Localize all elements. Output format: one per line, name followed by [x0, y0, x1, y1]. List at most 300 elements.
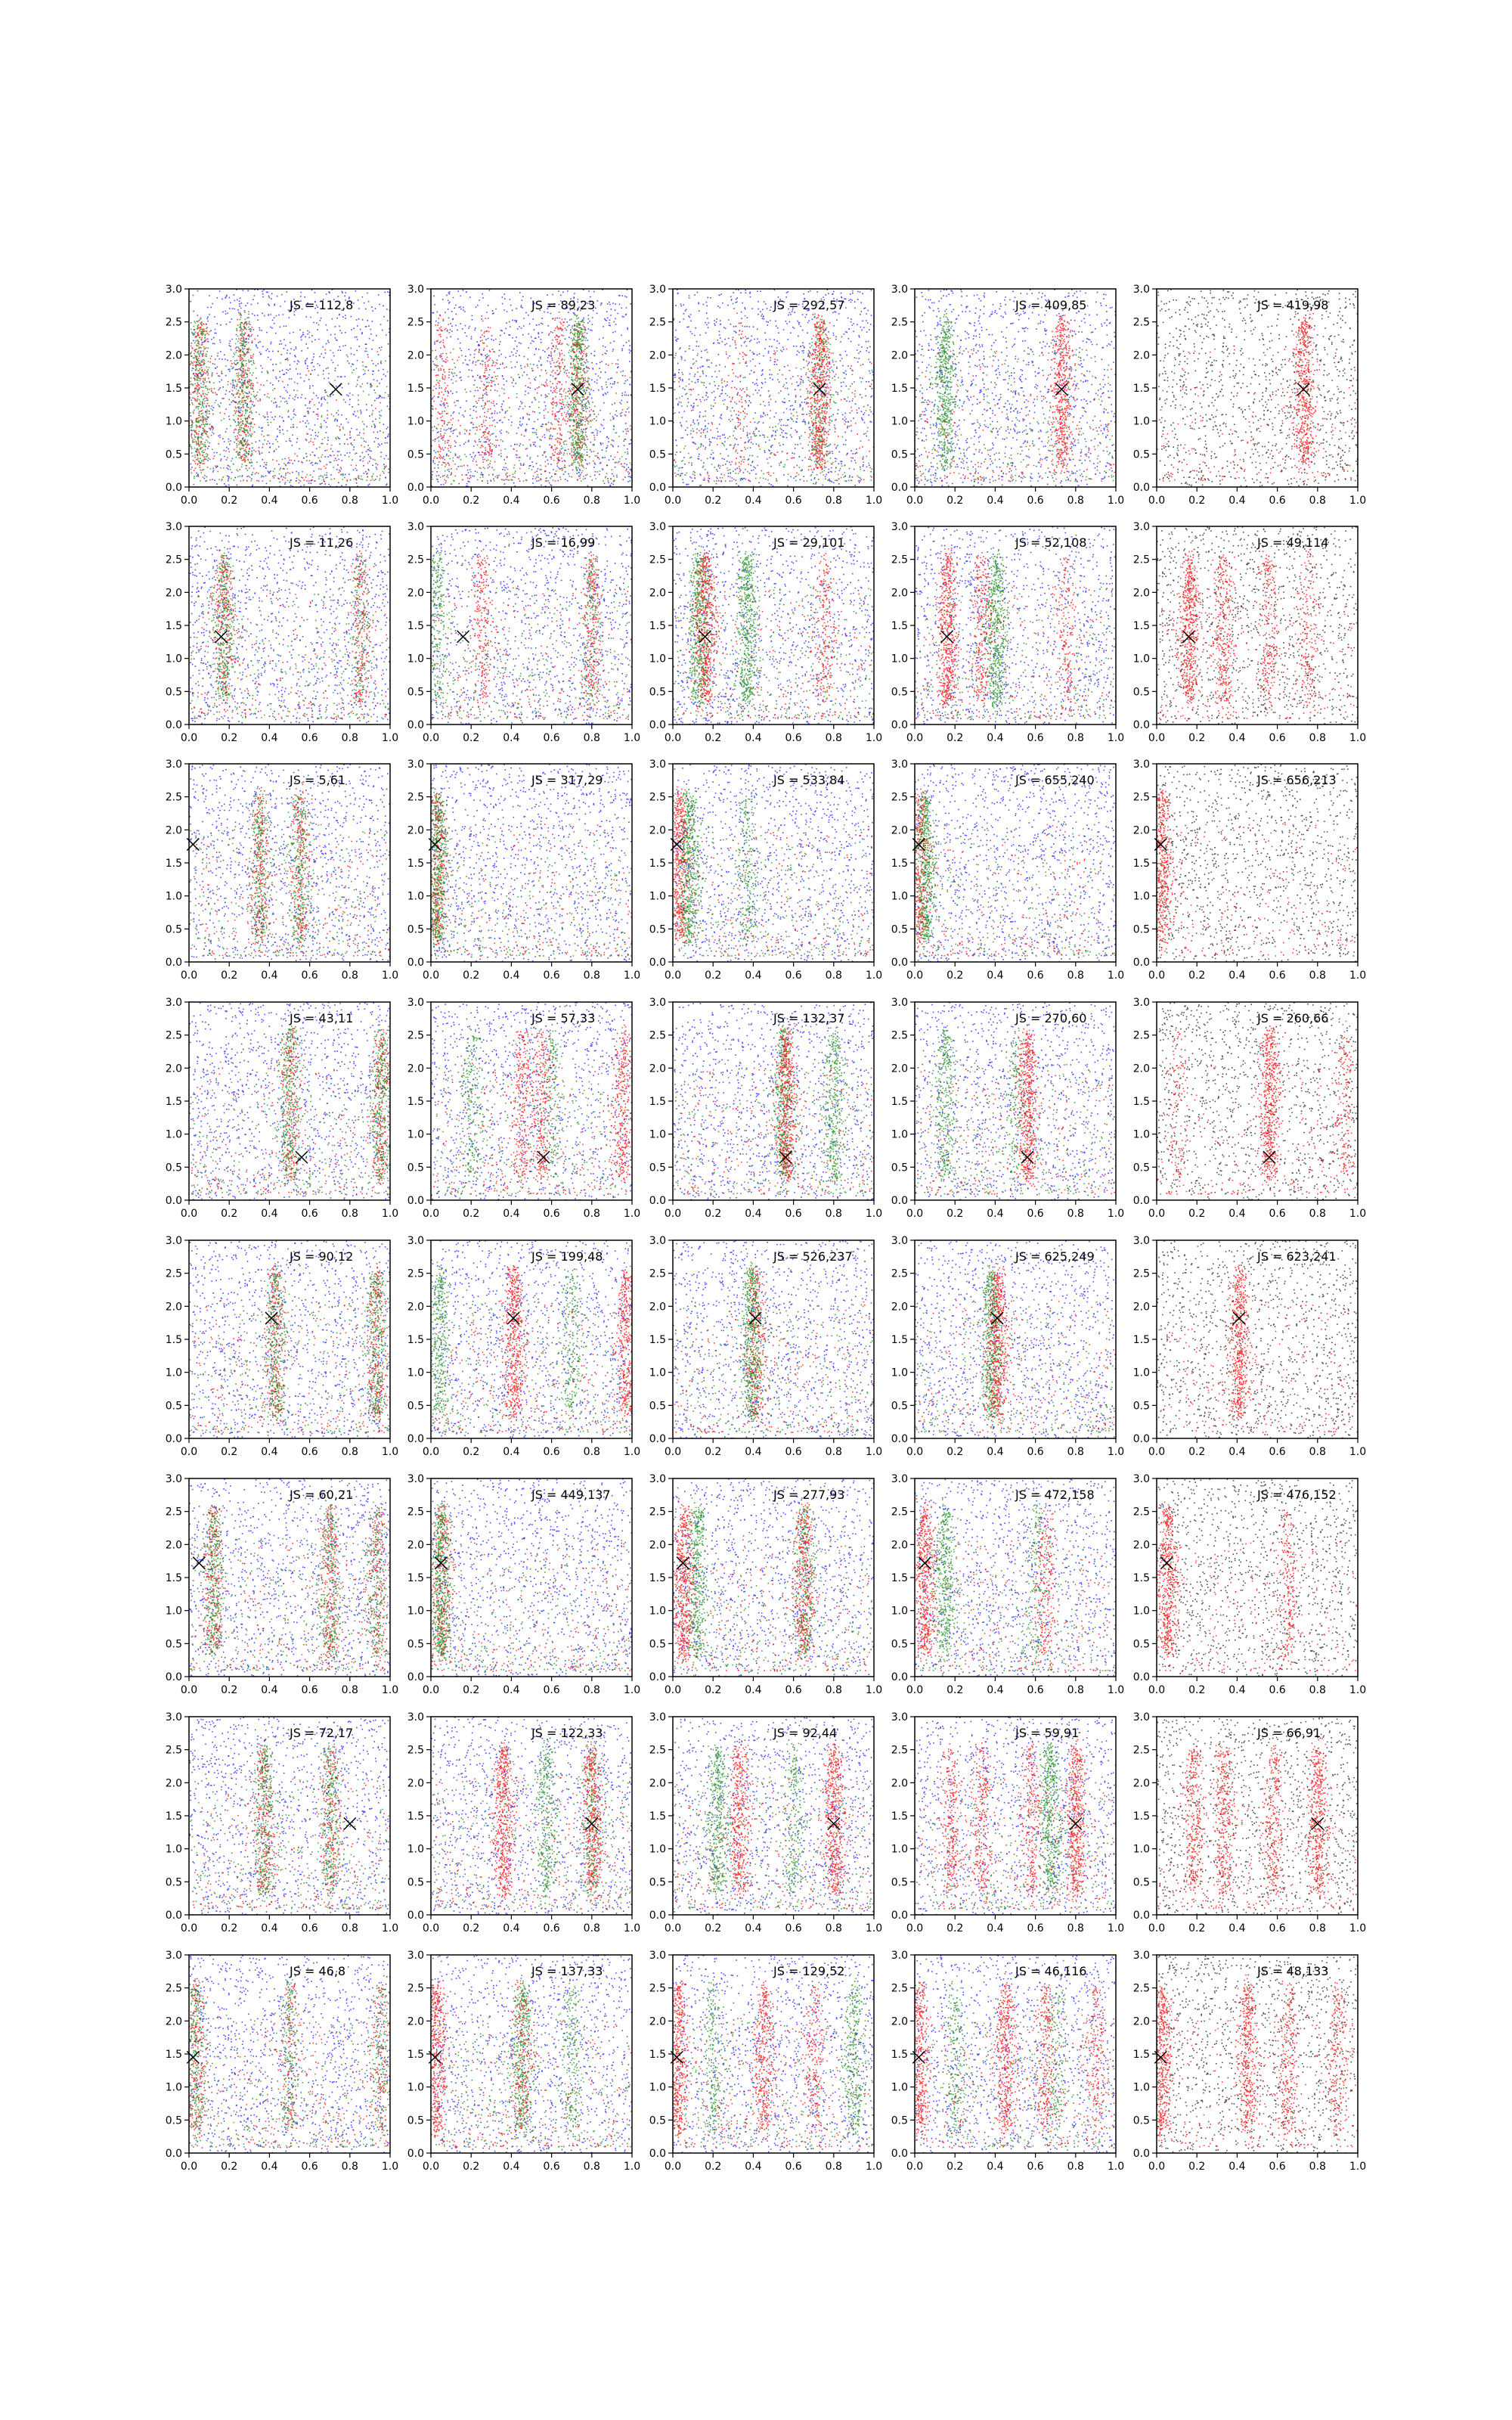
y-tick-label: 1.0 — [1132, 1605, 1150, 1618]
x-tick-label: 0.0 — [1148, 1922, 1166, 1934]
x-tick-label: 1.0 — [1349, 732, 1367, 744]
y-tick-label: 1.0 — [407, 415, 424, 428]
y-tick-label: 3.0 — [407, 1473, 424, 1485]
x-tick-label: 0.4 — [503, 1446, 520, 1458]
js-annotation: JS = 655,240 — [1015, 773, 1095, 787]
y-tick-label: 3.0 — [1132, 1950, 1150, 1962]
y-tick-label: 1.5 — [649, 383, 666, 395]
y-tick-label: 0.5 — [649, 1400, 666, 1413]
y-tick-label: 2.5 — [1132, 1029, 1150, 1042]
y-tick-label: 0.5 — [407, 2114, 424, 2127]
js-annotation: JS = 526,237 — [773, 1249, 853, 1264]
x-tick-label: 0.4 — [261, 1684, 278, 1696]
y-tick-label: 2.0 — [407, 1063, 424, 1075]
y-tick-label: 0.5 — [407, 1876, 424, 1889]
y-tick-label: 2.0 — [891, 1539, 908, 1552]
x-tick-label: 0.4 — [261, 970, 278, 982]
x-tick-label: 0.8 — [341, 1922, 358, 1934]
y-tick-label: 2.0 — [165, 1063, 182, 1075]
x-tick-label: 0.6 — [1269, 970, 1286, 982]
x-tick-label: 0.4 — [987, 1922, 1004, 1934]
x-tick-label: 0.0 — [180, 1446, 198, 1458]
js-annotation: JS = 72,17 — [290, 1726, 354, 1740]
x-tick-label: 0.8 — [341, 1446, 358, 1458]
x-tick-label: 0.2 — [947, 1446, 964, 1458]
x-tick-label: 0.2 — [1188, 2161, 1206, 2173]
js-annotation: JS = 409,85 — [1015, 298, 1087, 312]
y-tick-label: 2.5 — [407, 1744, 424, 1757]
y-tick-label: 0.5 — [891, 1638, 908, 1651]
x-tick-label: 0.8 — [1309, 970, 1326, 982]
y-tick-label: 1.5 — [165, 2049, 182, 2061]
y-tick-label: 1.5 — [407, 1096, 424, 1108]
x-tick-label: 0.0 — [180, 1208, 198, 1220]
y-tick-label: 1.0 — [891, 1605, 908, 1618]
y-tick-label: 0.0 — [165, 482, 182, 494]
x-tick-label: 0.2 — [221, 1208, 238, 1220]
x-tick-label: 0.8 — [583, 2161, 600, 2173]
y-tick-label: 1.0 — [407, 1843, 424, 1856]
x-tick-label: 0.8 — [341, 732, 358, 744]
x-tick-label: 0.8 — [1067, 1922, 1084, 1934]
y-tick-label: 1.5 — [1132, 2049, 1150, 2061]
x-tick-label: 0.8 — [1067, 970, 1084, 982]
y-tick-label: 0.5 — [649, 686, 666, 699]
y-tick-label: 1.0 — [165, 1367, 182, 1379]
x-tick-label: 0.6 — [1027, 732, 1044, 744]
y-tick-label: 3.0 — [891, 521, 908, 533]
y-tick-label: 2.5 — [407, 791, 424, 804]
y-tick-label: 0.5 — [407, 1638, 424, 1651]
y-tick-label: 1.0 — [165, 890, 182, 903]
js-annotation: JS = 623,241 — [1257, 1249, 1337, 1264]
y-tick-label: 2.0 — [1132, 349, 1150, 362]
x-tick-label: 0.4 — [261, 1208, 278, 1220]
js-annotation: JS = 112,8 — [290, 298, 354, 312]
x-tick-label: 0.0 — [664, 970, 682, 982]
x-tick-label: 0.4 — [987, 495, 1004, 507]
x-tick-label: 0.6 — [1269, 1684, 1286, 1696]
x-tick-label: 0.2 — [1188, 1208, 1206, 1220]
y-tick-label: 2.0 — [165, 1301, 182, 1314]
y-tick-label: 0.0 — [1132, 719, 1150, 731]
x-tick-label: 0.8 — [583, 970, 600, 982]
js-annotation: JS = 49,114 — [1257, 535, 1329, 550]
js-annotation: JS = 48,133 — [1257, 1964, 1329, 1978]
x-tick-label: 0.4 — [745, 1684, 762, 1696]
y-tick-label: 2.0 — [407, 1777, 424, 1790]
y-tick-label: 2.0 — [165, 587, 182, 600]
x-tick-label: 0.8 — [583, 495, 600, 507]
y-tick-label: 0.5 — [1132, 2114, 1150, 2127]
y-tick-label: 1.5 — [407, 1334, 424, 1346]
y-tick-label: 1.0 — [165, 1605, 182, 1618]
y-tick-label: 2.0 — [165, 2015, 182, 2028]
x-tick-label: 0.8 — [1067, 495, 1084, 507]
y-tick-label: 1.5 — [165, 1096, 182, 1108]
y-tick-label: 0.5 — [165, 1400, 182, 1413]
y-tick-label: 1.0 — [891, 1128, 908, 1141]
x-tick-label: 0.6 — [785, 1446, 802, 1458]
x-tick-label: 0.8 — [1309, 1446, 1326, 1458]
y-tick-label: 1.5 — [165, 383, 182, 395]
x-tick-label: 0.8 — [825, 1208, 842, 1220]
y-tick-label: 2.0 — [1132, 1301, 1150, 1314]
y-tick-label: 2.5 — [891, 1029, 908, 1042]
x-tick-label: 0.4 — [261, 1446, 278, 1458]
x-tick-label: 0.0 — [422, 495, 440, 507]
y-tick-label: 0.0 — [407, 1433, 424, 1445]
y-tick-label: 0.0 — [407, 1195, 424, 1207]
y-tick-label: 2.0 — [1132, 1063, 1150, 1075]
x-tick-label: 0.0 — [422, 1684, 440, 1696]
y-tick-label: 2.0 — [891, 1777, 908, 1790]
y-tick-label: 3.0 — [165, 1950, 182, 1962]
x-tick-label: 0.0 — [906, 1208, 924, 1220]
y-tick-label: 2.5 — [165, 1267, 182, 1280]
y-tick-label: 1.0 — [649, 1843, 666, 1856]
y-tick-label: 2.0 — [649, 1063, 666, 1075]
y-tick-label: 1.5 — [891, 383, 908, 395]
x-tick-label: 0.2 — [221, 970, 238, 982]
x-tick-label: 0.6 — [543, 1208, 560, 1220]
y-tick-label: 0.5 — [407, 1400, 424, 1413]
y-tick-label: 2.5 — [649, 1744, 666, 1757]
x-tick-label: 0.0 — [180, 970, 198, 982]
y-tick-label: 1.5 — [1132, 383, 1150, 395]
x-tick-label: 0.0 — [1148, 2161, 1166, 2173]
y-tick-label: 1.0 — [649, 1367, 666, 1379]
y-tick-label: 2.5 — [407, 554, 424, 566]
x-tick-label: 1.0 — [865, 970, 883, 982]
js-annotation: JS = 260,66 — [1257, 1011, 1329, 1025]
x-tick-label: 0.4 — [987, 2161, 1004, 2173]
x-tick-label: 0.2 — [1188, 732, 1206, 744]
y-tick-label: 2.0 — [1132, 1539, 1150, 1552]
x-tick-label: 0.6 — [301, 970, 318, 982]
x-tick-label: 0.2 — [463, 1922, 480, 1934]
y-tick-label: 3.0 — [165, 759, 182, 771]
y-tick-label: 0.0 — [649, 482, 666, 494]
y-tick-label: 0.0 — [165, 1910, 182, 1922]
y-tick-label: 2.0 — [407, 1539, 424, 1552]
x-tick-label: 0.0 — [180, 2161, 198, 2173]
x-tick-label: 1.0 — [623, 495, 641, 507]
x-tick-label: 0.2 — [221, 495, 238, 507]
x-tick-label: 0.8 — [583, 732, 600, 744]
x-tick-label: 0.2 — [221, 1684, 238, 1696]
js-annotation: JS = 90,12 — [290, 1249, 354, 1264]
x-tick-label: 0.8 — [1067, 732, 1084, 744]
y-tick-label: 2.5 — [891, 791, 908, 804]
x-tick-label: 0.4 — [745, 1446, 762, 1458]
y-tick-label: 0.0 — [1132, 1910, 1150, 1922]
x-tick-label: 0.4 — [261, 1922, 278, 1934]
x-tick-label: 0.4 — [745, 970, 762, 982]
y-tick-label: 0.5 — [891, 686, 908, 699]
y-tick-label: 0.0 — [165, 2148, 182, 2160]
y-tick-label: 0.0 — [165, 1195, 182, 1207]
y-tick-label: 1.0 — [407, 1605, 424, 1618]
y-tick-label: 3.0 — [1132, 1235, 1150, 1247]
y-tick-label: 0.0 — [891, 1671, 908, 1683]
js-annotation: JS = 52,108 — [1015, 535, 1087, 550]
x-tick-label: 0.2 — [705, 1922, 722, 1934]
x-tick-label: 0.6 — [1269, 1208, 1286, 1220]
x-tick-label: 0.2 — [947, 1208, 964, 1220]
x-tick-label: 0.0 — [422, 1208, 440, 1220]
x-tick-label: 0.8 — [1309, 1922, 1326, 1934]
x-tick-label: 0.8 — [1067, 1208, 1084, 1220]
x-tick-label: 0.0 — [1148, 495, 1166, 507]
x-tick-label: 0.6 — [301, 1684, 318, 1696]
y-tick-label: 0.5 — [891, 2114, 908, 2127]
y-tick-label: 3.0 — [407, 1235, 424, 1247]
y-tick-label: 2.0 — [649, 1777, 666, 1790]
x-tick-label: 0.4 — [1228, 2161, 1246, 2173]
y-tick-label: 1.0 — [891, 653, 908, 666]
y-tick-label: 3.0 — [649, 997, 666, 1009]
y-tick-label: 1.5 — [891, 1572, 908, 1584]
x-tick-label: 1.0 — [623, 1208, 641, 1220]
y-tick-label: 2.0 — [407, 824, 424, 837]
x-tick-label: 0.0 — [422, 732, 440, 744]
x-tick-label: 1.0 — [623, 732, 641, 744]
y-tick-label: 1.0 — [407, 1367, 424, 1379]
x-tick-label: 0.2 — [221, 2161, 238, 2173]
x-tick-label: 0.0 — [664, 1684, 682, 1696]
x-tick-label: 0.4 — [1228, 1208, 1246, 1220]
x-tick-label: 0.0 — [180, 732, 198, 744]
x-tick-label: 0.2 — [463, 2161, 480, 2173]
y-tick-label: 2.0 — [407, 1301, 424, 1314]
y-tick-label: 1.0 — [649, 415, 666, 428]
y-tick-label: 3.0 — [891, 759, 908, 771]
x-tick-label: 0.6 — [785, 1208, 802, 1220]
x-tick-label: 0.6 — [1027, 2161, 1044, 2173]
x-tick-label: 1.0 — [1107, 970, 1125, 982]
x-tick-label: 0.4 — [261, 732, 278, 744]
x-tick-label: 0.0 — [906, 1684, 924, 1696]
y-tick-label: 2.5 — [1132, 554, 1150, 566]
x-tick-label: 0.6 — [543, 1684, 560, 1696]
x-tick-label: 0.6 — [543, 1446, 560, 1458]
y-tick-label: 0.5 — [1132, 448, 1150, 461]
x-tick-label: 1.0 — [1107, 495, 1125, 507]
x-tick-label: 0.8 — [1067, 1684, 1084, 1696]
y-tick-label: 3.0 — [649, 759, 666, 771]
x-tick-label: 0.4 — [745, 495, 762, 507]
y-tick-label: 3.0 — [649, 521, 666, 533]
js-annotation: JS = 60,21 — [290, 1488, 354, 1502]
y-tick-label: 1.0 — [649, 1128, 666, 1141]
x-tick-label: 0.2 — [947, 1684, 964, 1696]
y-tick-label: 0.0 — [1132, 1433, 1150, 1445]
y-tick-label: 1.5 — [649, 1810, 666, 1823]
js-annotation: JS = 57,33 — [531, 1011, 596, 1025]
x-tick-label: 0.4 — [1228, 1446, 1246, 1458]
x-tick-label: 0.4 — [261, 495, 278, 507]
y-tick-label: 2.0 — [407, 349, 424, 362]
y-tick-label: 1.0 — [891, 415, 908, 428]
y-tick-label: 1.5 — [649, 858, 666, 870]
y-tick-label: 3.0 — [891, 1711, 908, 1723]
y-tick-label: 0.5 — [1132, 1162, 1150, 1174]
y-tick-label: 2.5 — [407, 1506, 424, 1519]
y-tick-label: 0.5 — [649, 1638, 666, 1651]
x-tick-label: 0.0 — [664, 1208, 682, 1220]
x-tick-label: 0.8 — [825, 1684, 842, 1696]
js-annotation: JS = 656,213 — [1257, 773, 1337, 787]
y-tick-label: 0.0 — [407, 719, 424, 731]
y-tick-label: 2.0 — [165, 1777, 182, 1790]
x-tick-label: 1.0 — [1349, 1208, 1367, 1220]
x-tick-label: 1.0 — [623, 1922, 641, 1934]
y-tick-label: 2.5 — [165, 1982, 182, 1995]
x-tick-label: 0.6 — [785, 732, 802, 744]
x-tick-label: 0.6 — [301, 1922, 318, 1934]
y-tick-label: 0.5 — [407, 1162, 424, 1174]
js-annotation: JS = 59,91 — [1015, 1726, 1080, 1740]
y-tick-label: 2.0 — [649, 824, 666, 837]
y-tick-label: 0.0 — [649, 1671, 666, 1683]
y-tick-label: 2.0 — [165, 824, 182, 837]
x-tick-label: 0.2 — [221, 1446, 238, 1458]
x-tick-label: 0.6 — [1027, 1922, 1044, 1934]
x-tick-label: 0.0 — [422, 970, 440, 982]
y-tick-label: 0.0 — [165, 719, 182, 731]
y-tick-label: 3.0 — [407, 284, 424, 296]
y-tick-label: 1.5 — [165, 620, 182, 632]
x-tick-label: 0.0 — [1148, 732, 1166, 744]
y-tick-label: 1.5 — [649, 1334, 666, 1346]
js-annotation: JS = 472,158 — [1015, 1488, 1095, 1502]
x-tick-label: 0.0 — [1148, 970, 1166, 982]
js-annotation: JS = 533,84 — [773, 773, 845, 787]
x-tick-label: 1.0 — [381, 1684, 399, 1696]
x-tick-label: 0.2 — [463, 495, 480, 507]
x-tick-label: 0.6 — [301, 2161, 318, 2173]
x-tick-label: 0.4 — [987, 970, 1004, 982]
x-tick-label: 0.4 — [987, 732, 1004, 744]
x-tick-label: 0.4 — [503, 1208, 520, 1220]
y-tick-label: 1.0 — [165, 653, 182, 666]
x-tick-label: 0.4 — [503, 495, 520, 507]
x-tick-label: 0.0 — [906, 1446, 924, 1458]
x-tick-label: 0.2 — [705, 970, 722, 982]
y-tick-label: 1.5 — [407, 620, 424, 632]
x-tick-label: 0.2 — [221, 1922, 238, 1934]
y-tick-label: 1.5 — [165, 1334, 182, 1346]
y-tick-label: 0.0 — [407, 1910, 424, 1922]
y-tick-label: 0.0 — [649, 719, 666, 731]
x-tick-label: 0.2 — [463, 732, 480, 744]
y-tick-label: 2.5 — [165, 791, 182, 804]
x-tick-label: 0.8 — [583, 1446, 600, 1458]
y-tick-label: 2.5 — [1132, 1982, 1150, 1995]
y-tick-label: 3.0 — [891, 284, 908, 296]
y-tick-label: 0.5 — [649, 923, 666, 936]
y-tick-label: 1.5 — [1132, 1810, 1150, 1823]
x-tick-label: 0.0 — [1148, 1684, 1166, 1696]
y-tick-label: 2.5 — [407, 1982, 424, 1995]
x-tick-label: 0.0 — [664, 2161, 682, 2173]
x-tick-label: 0.2 — [947, 1922, 964, 1934]
x-tick-label: 1.0 — [1349, 970, 1367, 982]
x-tick-label: 0.2 — [221, 732, 238, 744]
y-tick-label: 0.5 — [891, 1162, 908, 1174]
y-tick-label: 2.0 — [165, 1539, 182, 1552]
x-tick-label: 1.0 — [865, 1684, 883, 1696]
js-annotation: JS = 270,60 — [1015, 1011, 1087, 1025]
y-tick-label: 3.0 — [649, 1473, 666, 1485]
x-tick-label: 0.8 — [1309, 2161, 1326, 2173]
x-tick-label: 0.2 — [1188, 1684, 1206, 1696]
x-tick-label: 0.0 — [180, 495, 198, 507]
y-tick-label: 3.0 — [165, 1473, 182, 1485]
y-tick-label: 0.0 — [649, 1433, 666, 1445]
y-tick-label: 1.0 — [1132, 1128, 1150, 1141]
x-tick-label: 0.8 — [1309, 1684, 1326, 1696]
x-tick-label: 0.6 — [1027, 495, 1044, 507]
y-tick-label: 0.5 — [165, 1162, 182, 1174]
y-tick-label: 2.5 — [649, 1506, 666, 1519]
x-tick-label: 0.8 — [341, 2161, 358, 2173]
x-tick-label: 1.0 — [623, 970, 641, 982]
x-tick-label: 1.0 — [381, 2161, 399, 2173]
x-tick-label: 1.0 — [1349, 1922, 1367, 1934]
y-tick-label: 1.5 — [1132, 1096, 1150, 1108]
y-tick-label: 0.5 — [407, 448, 424, 461]
y-tick-label: 1.0 — [407, 653, 424, 666]
x-tick-label: 0.8 — [341, 1208, 358, 1220]
y-tick-label: 1.0 — [649, 890, 666, 903]
x-tick-label: 0.2 — [705, 732, 722, 744]
x-tick-label: 0.6 — [301, 732, 318, 744]
x-tick-label: 0.6 — [1027, 1684, 1044, 1696]
x-tick-label: 0.6 — [1269, 495, 1286, 507]
x-tick-label: 0.4 — [261, 2161, 278, 2173]
x-tick-label: 0.4 — [1228, 732, 1246, 744]
x-tick-label: 1.0 — [865, 1208, 883, 1220]
x-tick-label: 0.2 — [1188, 1922, 1206, 1934]
y-tick-label: 2.5 — [649, 1267, 666, 1280]
y-tick-label: 1.0 — [165, 415, 182, 428]
x-tick-label: 0.8 — [341, 970, 358, 982]
y-tick-label: 2.5 — [1132, 1744, 1150, 1757]
y-tick-label: 2.5 — [649, 791, 666, 804]
x-tick-label: 0.2 — [947, 732, 964, 744]
x-tick-label: 0.2 — [705, 1208, 722, 1220]
y-tick-label: 0.0 — [891, 1910, 908, 1922]
x-tick-label: 0.4 — [987, 1446, 1004, 1458]
x-tick-label: 0.6 — [785, 2161, 802, 2173]
y-tick-label: 0.0 — [891, 482, 908, 494]
js-annotation: JS = 122,33 — [531, 1726, 603, 1740]
x-tick-label: 0.6 — [543, 970, 560, 982]
y-tick-label: 0.0 — [1132, 482, 1150, 494]
js-annotation: JS = 317,29 — [531, 773, 603, 787]
y-tick-label: 1.0 — [1132, 1367, 1150, 1379]
y-tick-label: 0.0 — [1132, 1671, 1150, 1683]
y-tick-label: 2.5 — [891, 316, 908, 329]
x-tick-label: 0.2 — [705, 2161, 722, 2173]
y-tick-label: 2.5 — [165, 1029, 182, 1042]
y-tick-label: 3.0 — [407, 1711, 424, 1723]
y-tick-label: 2.0 — [1132, 587, 1150, 600]
x-tick-label: 1.0 — [623, 1446, 641, 1458]
x-tick-label: 1.0 — [623, 2161, 641, 2173]
